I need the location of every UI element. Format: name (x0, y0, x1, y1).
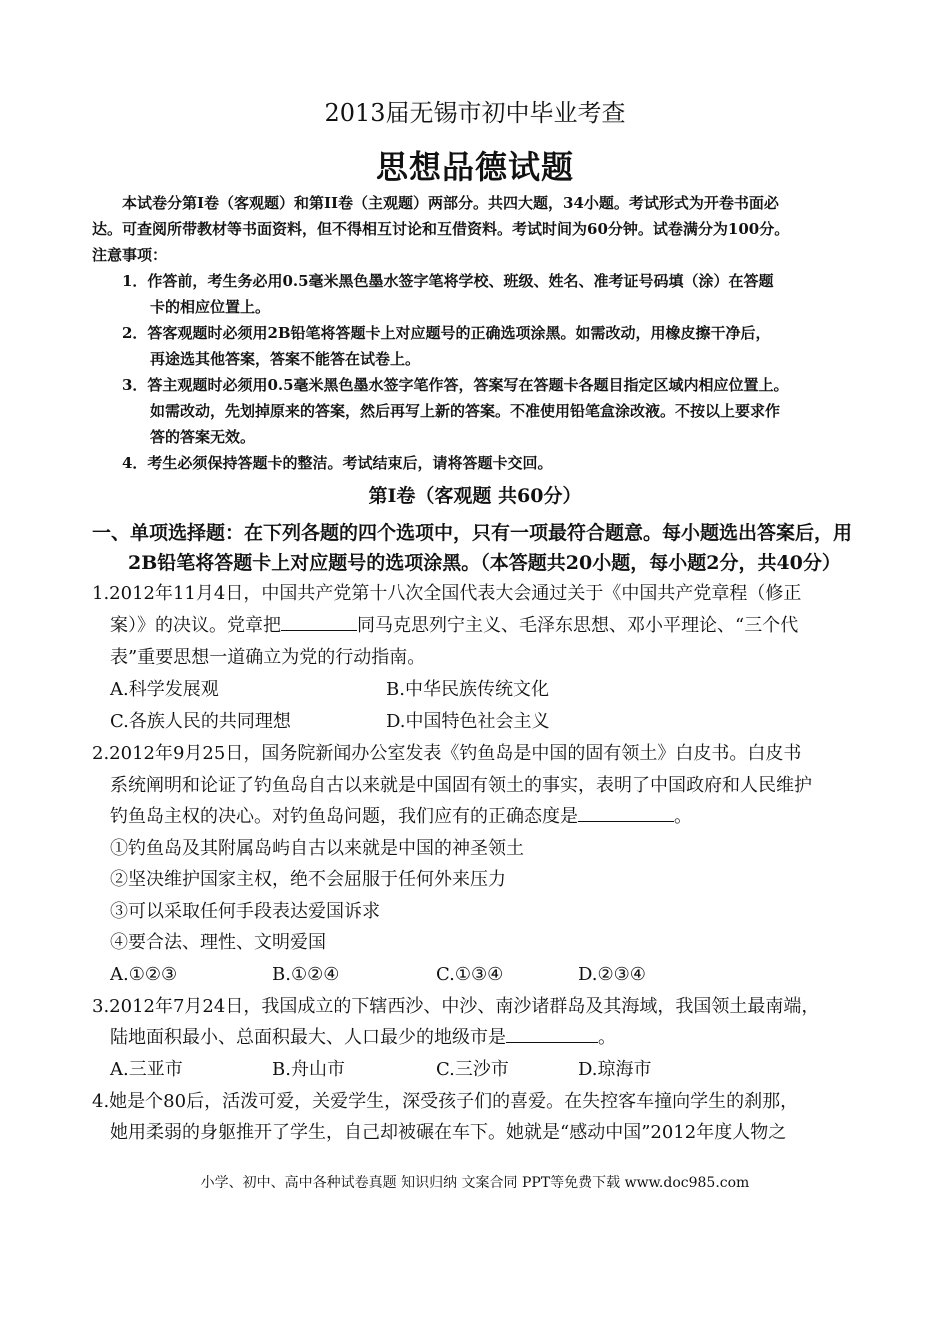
question-text: 案）》的决议。党章把 (110, 615, 281, 636)
statement-4: ④要合法、理性、文明爱国 (110, 932, 326, 953)
intro-line: 达。可查阅所带教材等书面资料，但不得相互讨论和互借资料。考试时间为60分钟。试卷满分为100分。 (92, 220, 790, 238)
question-1-line (110, 610, 798, 642)
option-b: B.舟山市 (272, 1059, 345, 1080)
option-a: A.三亚市 (110, 1059, 183, 1080)
question-2-line (110, 801, 692, 833)
question-text: 陆地面积最小、总面积最大、人口最少的地级市是 (110, 1027, 506, 1048)
option-a: A.①②③ (110, 964, 178, 985)
question-3: 3.2012年7月24日，我国成立的下辖西沙、中沙、南沙诸群岛及其海域，我国领土最南端， (92, 996, 820, 1017)
answer-blank (281, 610, 357, 631)
option-c: C.三沙市 (436, 1059, 509, 1080)
question-3-line (110, 1022, 616, 1054)
notice-title: 注意事项： (92, 246, 168, 264)
option-c: C.①③④ (436, 964, 504, 985)
question-text: 。 (674, 806, 692, 827)
question-2-line: 系统阐明和论证了钓鱼岛自古以来就是中国固有领土的事实，表明了中国政府和人民维护 (110, 775, 812, 796)
part-heading: 第I卷（客观题 共60分） (368, 485, 582, 507)
statement-1: ①钓鱼岛及其附属岛屿自古以来就是中国的神圣领土 (110, 838, 524, 859)
statement-2: ②坚决维护国家主权，绝不会屈服于任何外来压力 (110, 869, 506, 890)
exam-name: 2013届无锡市初中毕业考查 (324, 99, 626, 127)
option-c: C.各族人民的共同理想 (110, 711, 291, 732)
question-text: 。 (598, 1027, 616, 1048)
question-4: 4.她是个80后，活泼可爱，关爱学生，深受孩子们的喜爱。在失控客车撞向学生的刹那， (92, 1091, 799, 1112)
option-a: A.科学发展观 (110, 679, 219, 700)
notice-item: 卡的相应位置上。 (150, 298, 271, 316)
option-b: B.中华民族传统文化 (386, 679, 549, 700)
section-instructions: 一、单项选择题：在下列各题的四个选项中，只有一项最符合题意。每小题选出答案后，用 (92, 522, 853, 544)
option-d: D.②③④ (578, 964, 646, 985)
question-1: 1.2012年11月4日，中国共产党第十八次全国代表大会通过关于《中国共产党章程（修正 (92, 583, 802, 604)
notice-item: 1．作答前，考生务必用0.5毫米黑色墨水签字笔将学校、班级、姓名、准考证号码填（涂）在答题 (122, 272, 774, 290)
question-4-line: 她用柔弱的身躯推开了学生，自己却被碾在车下。她就是“感动中国”2012年度人物之 (110, 1122, 787, 1143)
notice-item: 3．答主观题时必须用0.5毫米黑色墨水签字笔作答，答案写在答题卡各题目指定区域内相应位置上。 (122, 376, 789, 394)
question-text: 钓鱼岛主权的决心。对钓鱼岛问题，我们应有的正确态度是 (110, 806, 578, 827)
answer-blank (506, 1022, 598, 1043)
answer-blank (578, 801, 674, 822)
option-d: D.琼海市 (578, 1059, 652, 1080)
option-d: D.中国特色社会主义 (386, 711, 550, 732)
footer-text: 小学、初中、高中各种试卷真题 知识归纳 文案合同 PPT等免费下载 www.doc985.com (200, 1175, 750, 1191)
notice-item: 如需改动，先划掉原来的答案，然后再写上新的答案。不准使用铅笔盒涂改液。不按以上要求作 (150, 402, 781, 420)
section-instructions: 2B铅笔将答题卡上对应题号的选项涂黑。（本答题共20小题，每小题2分，共40分） (128, 552, 841, 574)
notice-item: 答的答案无效。 (150, 428, 256, 446)
question-2: 2.2012年9月25日，国务院新闻办公室发表《钓鱼岛是中国的固有领土》白皮书。白皮书 (92, 743, 802, 764)
question-text: 同马克思列宁主义、毛泽东思想、邓小平理论、“三个代 (357, 615, 799, 636)
option-b: B.①②④ (272, 964, 340, 985)
question-1-line: 表”重要思想一道确立为党的行动指南。 (110, 647, 426, 668)
notice-item: 4．考生必须保持答题卡的整洁。考试结束后，请将答题卡交回。 (122, 454, 553, 472)
page-title: 思想品德试题 (375, 148, 574, 186)
notice-item: 再途选其他答案，答案不能答在试卷上。 (150, 350, 421, 368)
statement-3: ③可以采取任何手段表达爱国诉求 (110, 901, 380, 922)
intro-line: 本试卷分第I卷（客观题）和第II卷（主观题）两部分。共四大题，34小题。考试形式为开卷书面必 (122, 194, 779, 212)
notice-item: 2．答客观题时必须用2B铅笔将答题卡上对应题号的正确选项涂黑。如需改动，用橡皮擦干净后， (122, 324, 771, 342)
